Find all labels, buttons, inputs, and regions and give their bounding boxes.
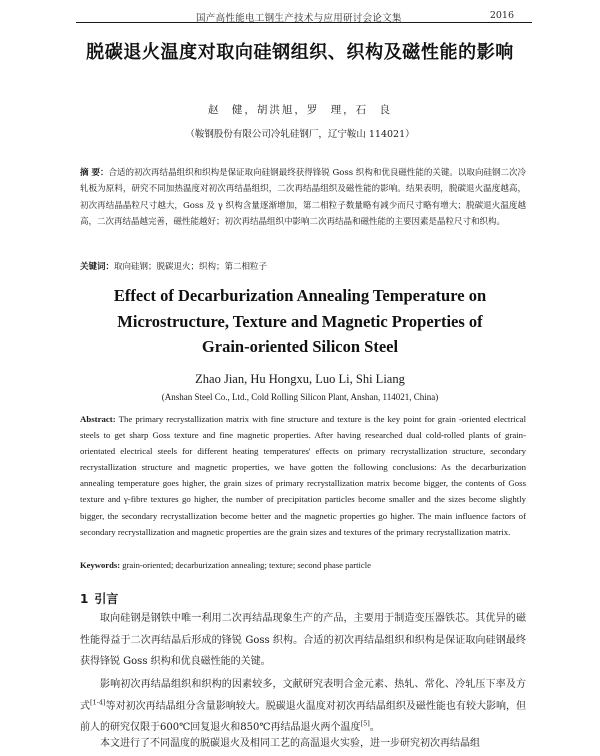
chinese-abstract <box>80 165 526 231</box>
english-abstract-text: The primary recrystallization matrix with fine structure and texture is the key point for grain -oriented electrical steels to get sharp Goss texture and fine magnetic properties. After having researched dual cold-rolled plants of grain-orientated electrical steels for different heating temperatures' effects on primary recrystallization structure, secondary recrystallization structure and magnetic properties, we have gotten the following conclusions: As the decarburization annealing temperature goes higher, the grain sizes of primary recrystallization matrix become bigger, the contents of Goss texture and γ-fibre textures go higher, the number of precipitation particles become smaller and the sizes become slightly bigger, the secondary recrystallization become better and the magnetic properties go higher. The main influence factors of secondary recrystallization and magnetic properties are the grain sizes and textures of the primary recrystallization matrix. <box>80 414 527 537</box>
english-title-line: Microstructure, Texture and Magnetic Properties of <box>117 311 483 331</box>
english-keywords <box>80 560 526 570</box>
english-keywords-text: grain-oriented; decarburization annealing; texture; second phase particle <box>122 560 371 570</box>
paragraph-text: 。 <box>369 722 380 733</box>
running-header <box>76 8 532 22</box>
english-abstract-label: Abstract: <box>80 414 116 424</box>
header-year: 2016 <box>489 10 514 21</box>
body-paragraph <box>80 674 526 739</box>
citation[interactable]: [1-4] <box>90 698 106 707</box>
paragraph-text: 影响初次再结晶组织和织构的因素较多，文献研究表明合金元素、热轧、常化、冷轧压下率及方式 <box>80 679 526 712</box>
english-keywords-label: Keywords: <box>80 560 121 570</box>
english-abstract <box>80 411 526 540</box>
english-title <box>0 283 600 360</box>
english-title-line: Effect of Decarburization Annealing Temperature on <box>113 286 487 305</box>
english-title-line: Grain-oriented Silicon Steel <box>201 337 399 356</box>
chinese-abstract-label: 摘 要： <box>80 168 109 178</box>
chinese-affiliation: （鞍钢股份有限公司冷轧硅钢厂，辽宁鞍山 114021） <box>185 129 415 140</box>
citation[interactable]: [5] <box>360 719 370 728</box>
paragraph-text: 等对初次再结晶组分含量影响较大。脱碳退火温度对初次再结晶组织及磁性能也有较大影响，但前人的研究仅限于600℃回复退火和850℃再结晶退火两个温度 <box>80 700 527 733</box>
body-paragraph: 取向硅钢是钢铁中唯一利用二次再结晶现象生产的产品，主要用于制造变压器铁芯。其优异的磁性能得益于二次再结晶后形成的锋锐 Goss 织构。合适的初次再结晶组织和织构是保证取向硅钢最终获得锋锐 Goss 织构和优良磁性能的关键。 <box>80 613 526 667</box>
chinese-abstract-text: 合适的初次再结晶组织和织构是保证取向硅钢最终获得锋锐 Goss 织构和优良磁性能的关键。以取向硅钢二次冷轧板为原料，研究不同加热温度对初次再结晶组织，二次再结晶组织及磁性能的影响。结果表明，脱碳退火温度越高，初次再结晶晶粒尺寸越大，Goss 及 γ 织构含量逐渐增加，第二相粒子数量略有减少而尺寸略有增大；脱碳退火温度越高，二次再结晶越完善，磁性能越好；初次再结晶组织中影响二次再结晶和磁性能的主要因素是晶粒尺寸和织构。 <box>80 168 526 228</box>
header-title: 国产高性能电工钢生产技术与应用研讨会论文集 <box>196 13 402 24</box>
section-title: 引言 <box>94 592 119 606</box>
chinese-keywords-text: 取向硅钢；脱碳退火；织构；第二相粒子 <box>114 262 268 272</box>
chinese-keywords-label: 关键词： <box>80 262 115 272</box>
body-paragraph: 本文进行了不同温度的脱碳退火及相同工艺的高温退火实验，进一步研究初次再结晶组 <box>100 738 480 749</box>
section-number: 1 <box>80 592 89 606</box>
chinese-authors: 赵 健，胡洪旭，罗 理，石 良 <box>207 104 392 116</box>
section-heading <box>80 590 124 607</box>
chinese-keywords <box>80 260 526 272</box>
chinese-title: 脱碳退火温度对取向硅钢组织、织构及磁性能的影响 <box>86 42 514 63</box>
english-affiliation: (Anshan Steel Co., Ltd., Cold Rolling Silicon Plant, Anshan, 114021, China) <box>161 392 439 402</box>
header-rule <box>76 22 532 23</box>
english-authors: Zhao Jian, Hu Hongxu, Luo Li, Shi Liang <box>195 372 405 386</box>
